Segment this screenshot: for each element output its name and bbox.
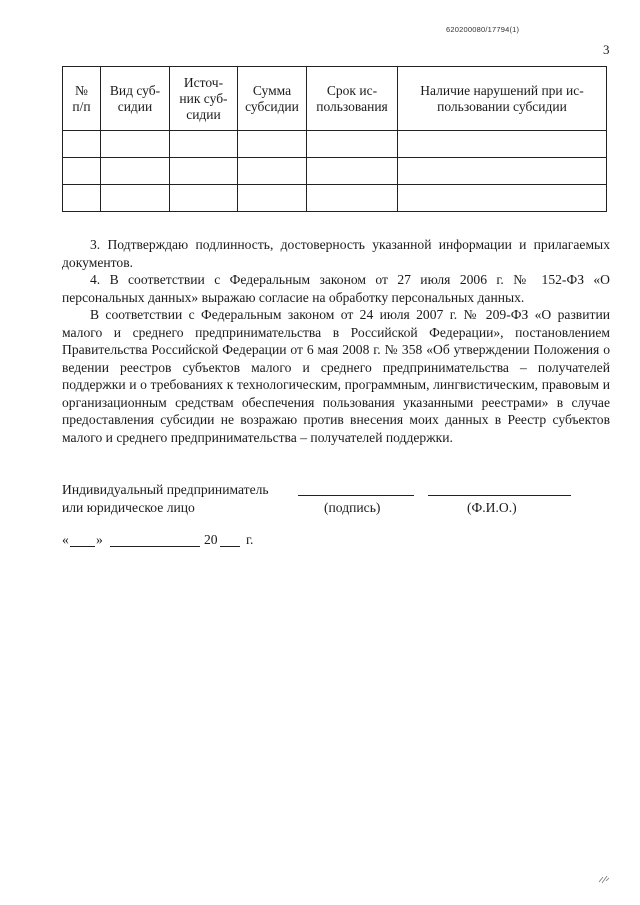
table-row <box>63 185 607 212</box>
day-line[interactable] <box>70 546 95 547</box>
table-row <box>63 158 607 185</box>
signature-caption: (подпись) <box>324 500 381 515</box>
year-prefix: 20 <box>204 532 218 547</box>
page-number: 3 <box>603 42 610 57</box>
header-subsidy-type: Вид суб- сидии <box>101 67 170 131</box>
year-line[interactable] <box>220 546 240 547</box>
table-header-row <box>63 67 607 131</box>
full-name-caption: (Ф.И.О.) <box>467 500 517 515</box>
header-subsidy-source: Источ- ник суб- сидии <box>170 67 238 131</box>
date-open-quote: « <box>62 532 69 547</box>
scan-mark-icon <box>596 868 614 886</box>
header-violations: Наличие нарушений при ис- пользовании субсидии <box>398 67 607 131</box>
subsidy-table <box>62 66 607 212</box>
month-line[interactable] <box>110 546 200 547</box>
paragraph-personal-data: 4. В соответствии с Федеральным законом от 27 июля 2006 г. № 152-ФЗ «О персональных данных» выражаю согласие на обработку персональных данных. <box>62 272 610 305</box>
header-number: № п/п <box>63 67 101 131</box>
signer-label: Индивидуальный предприниматель <box>62 482 269 497</box>
signer-label-2: или юридическое лицо <box>62 500 195 515</box>
year-suffix: г. <box>246 532 254 547</box>
paragraph-registry-consent: В соответствии с Федеральным законом от 24 июля 2007 г. № 209-ФЗ «О развитии малого и среднего предпринимательства в Российской Федерации», постановлением Правительства Российской Федерации от 6 мая 2008 г. № 358 «Об утверждении Положения о ведении реестров субъектов малого и среднего предпринимательства – получателей поддержки и о требованиях к технологическим, программным, лингвистическим, правовым и организационным средствам обеспечения пользования указанными реестрами» в случае предоставления субсидии не возражаю против внесения моих данных в Реестр субъектов малого и среднего предпринимательства – получателей поддержки. <box>62 307 610 445</box>
document-id: 620200080/17794(1) <box>446 25 520 34</box>
header-usage-period: Срок ис- пользования <box>307 67 398 131</box>
date-close-quote: » <box>96 532 103 547</box>
table-row <box>63 131 607 158</box>
full-name-line[interactable] <box>428 495 571 496</box>
signature-line[interactable] <box>298 495 414 496</box>
signature-block <box>62 482 582 522</box>
header-subsidy-amount: Сумма субсидии <box>238 67 307 131</box>
date-field <box>62 532 322 552</box>
consent-text <box>62 236 610 446</box>
paragraph-authenticity: 3. Подтверждаю подлинность, достоверность указанной информации и прилагаемых документов. <box>62 237 610 270</box>
